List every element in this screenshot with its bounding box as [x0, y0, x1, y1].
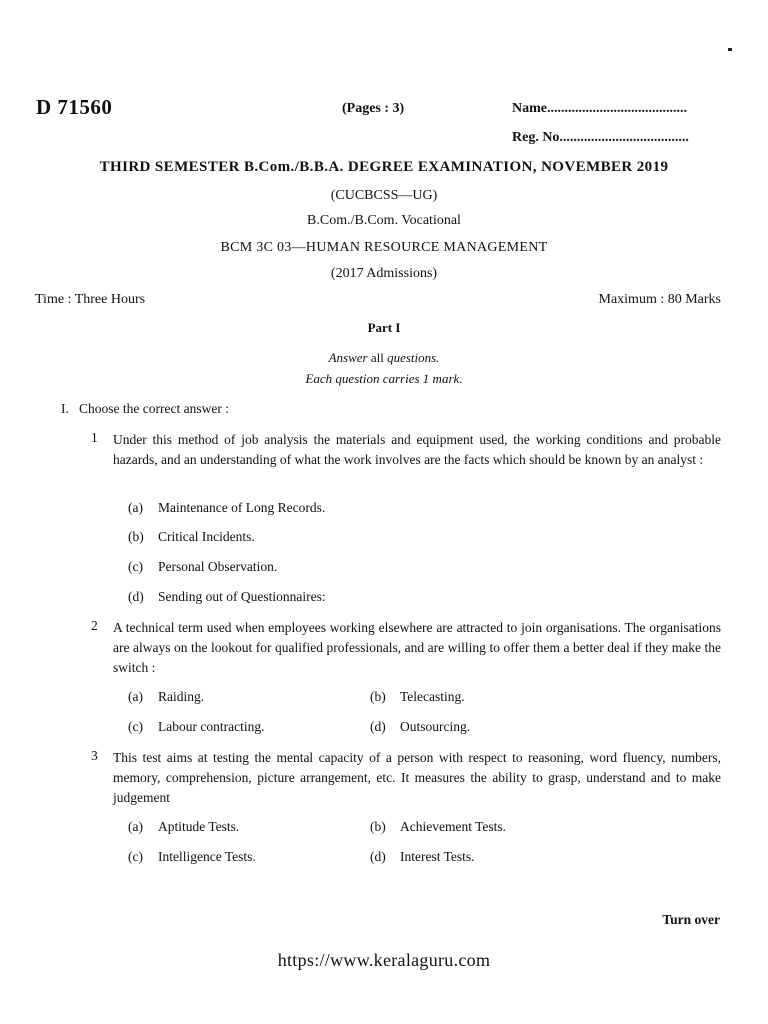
- page-count: (Pages : 3): [342, 101, 405, 116]
- option: (c) Personal Observation.: [128, 559, 278, 574]
- instruction-line-2: Each question carries 1 mark.: [305, 371, 463, 386]
- option: (b) Telecasting.: [370, 689, 465, 704]
- exam-course: B.Com./B.Com. Vocational: [307, 213, 461, 228]
- footer-url[interactable]: https://www.keralaguru.com: [277, 950, 491, 970]
- option: (c) Labour contracting.: [128, 719, 265, 734]
- option: (d) Outsourcing.: [370, 719, 471, 734]
- question-text: A technical term used when employees working elsewhere are attracted to join organisations. The organisations are always on the lookout for qualified professionals, and are willing to offer them a better deal if they make the switch :: [113, 620, 721, 675]
- question-number: 3: [91, 748, 98, 763]
- scan-mark: [728, 48, 732, 51]
- option: (d) Sending out of Questionnaires:: [128, 589, 326, 604]
- question-text: Under this method of job analysis the materials and equipment used, the working conditions and probable hazards, and an understanding of what the work involves are the facts which should be known by an analyst :: [113, 432, 721, 467]
- admissions-year: (2017 Admissions): [330, 266, 438, 281]
- name-field: Name........................................: [512, 101, 687, 116]
- option: (a) Maintenance of Long Records.: [128, 500, 326, 515]
- option: (a) Raiding.: [128, 689, 205, 704]
- max-marks: Maximum : 80 Marks: [598, 292, 721, 307]
- question-number: 2: [91, 618, 98, 633]
- paper-code: D 71560: [36, 95, 113, 119]
- paper-title: BCM 3C 03—HUMAN RESOURCE MANAGEMENT: [220, 240, 548, 255]
- question-number: 1: [91, 430, 98, 445]
- part-title: Part I: [367, 320, 401, 335]
- question-text: This test aims at testing the mental capacity of a person with respect to reasoning, word fluency, numbers, memory, comprehension, picture arrangement, etc. It measures the ability to grasp, understand and to make judgement: [113, 750, 721, 805]
- exam-scheme: (CUCBCSS—UG): [330, 188, 438, 203]
- option: (b) Critical Incidents.: [128, 529, 255, 544]
- reg-no-field: Reg. No.....................................: [512, 130, 689, 145]
- turn-over-note: Turn over: [662, 912, 720, 927]
- section-heading: I. Choose the correct answer :: [61, 401, 229, 416]
- instruction-line-1: Answer all questions.: [328, 350, 440, 365]
- exam-duration: Time : Three Hours: [35, 292, 146, 307]
- option: (d) Interest Tests.: [370, 849, 475, 864]
- exam-title: THIRD SEMESTER B.Com./B.B.A. DEGREE EXAMINATION, NOVEMBER 2019: [99, 159, 669, 175]
- option: (a) Aptitude Tests.: [128, 819, 240, 834]
- option: (b) Achievement Tests.: [370, 819, 507, 834]
- option: (c) Intelligence Tests.: [128, 849, 256, 864]
